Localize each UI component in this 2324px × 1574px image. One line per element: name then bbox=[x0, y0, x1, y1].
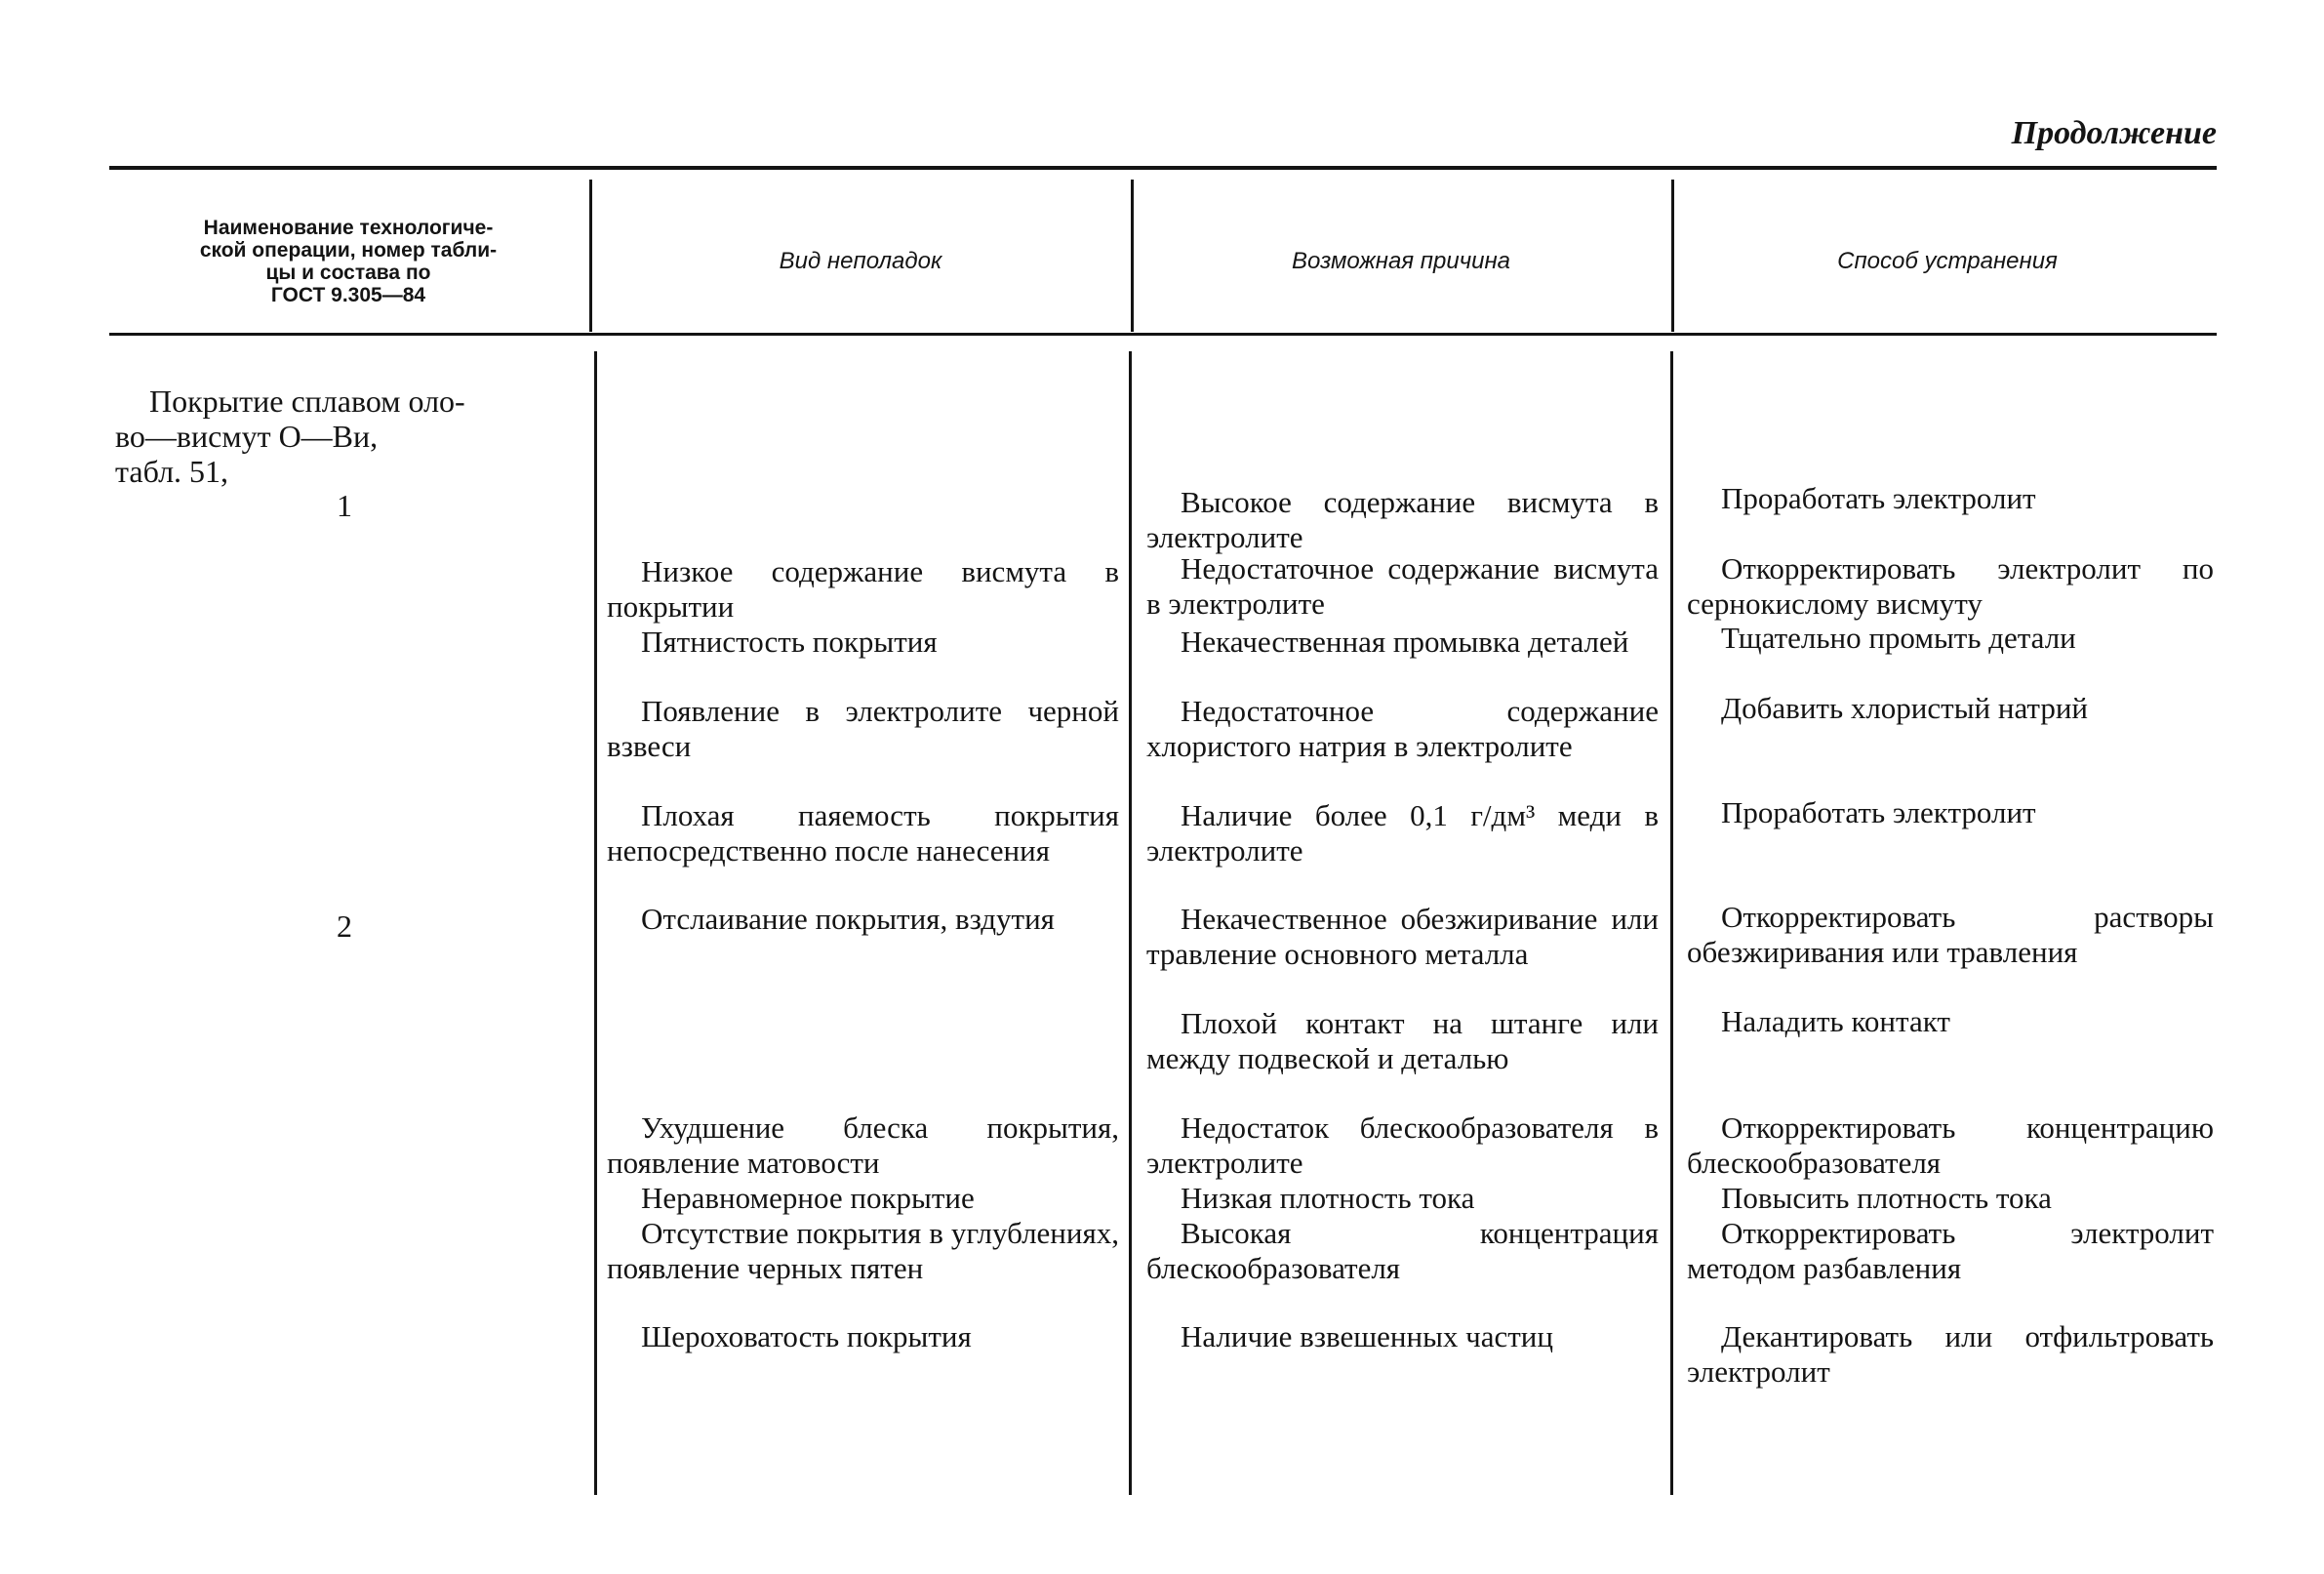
cause-cell: Высокая концентрация блескообразователя bbox=[1146, 1216, 1659, 1285]
remedy-cell: Декантировать или отфильтровать электролит bbox=[1687, 1319, 2214, 1389]
remedy-cell: Тщательно промыть детали bbox=[1721, 621, 2076, 655]
remedy-cell: Наладить контакт bbox=[1721, 1004, 1950, 1038]
cause-cell: Некачественное обезжиривание или травление основного металла bbox=[1146, 902, 1659, 971]
continuation-label: Продолжение bbox=[2011, 115, 2217, 151]
cause-cell: Наличие взвешенных частиц bbox=[1181, 1319, 1553, 1353]
composition-number-1: 1 bbox=[337, 488, 352, 523]
cause-cell: Плохой контакт на штанге или между подвеской и деталью bbox=[1146, 1006, 1659, 1075]
operation-title-line: Покрытие сплавом оло- bbox=[149, 383, 465, 419]
defect-cell: Появление в электролите черной взвеси bbox=[607, 694, 1119, 763]
defect-cell: Низкое содержание висмута в покрытии bbox=[607, 554, 1119, 624]
operation-title-line: табл. 51, bbox=[115, 454, 229, 489]
column-divider-2-body bbox=[1129, 351, 1132, 1495]
defect-cell: Плохая паяемость покрытия непосредственно после нанесения bbox=[607, 798, 1119, 868]
column-divider-3-body bbox=[1670, 351, 1673, 1495]
header-operation-line: ской операции, номер табли- bbox=[199, 238, 498, 262]
header-bottom-rule bbox=[109, 333, 2217, 336]
composition-number-2: 2 bbox=[337, 908, 352, 944]
remedy-cell: Откорректировать электролит по сернокислому висмуту bbox=[1687, 551, 2214, 621]
defect-cell: Ухудшение блеска покрытия, появление матовости bbox=[607, 1110, 1119, 1180]
remedy-cell: Проработать электролит bbox=[1721, 481, 2036, 515]
cause-cell: Некачественная промывка деталей bbox=[1181, 625, 1629, 659]
header-cause: Возможная причина bbox=[1291, 247, 1511, 274]
cause-cell: Недостаточное содержание хлористого натрия в электролите bbox=[1146, 694, 1659, 763]
cause-cell: Высокое содержание висмута в электролите bbox=[1146, 485, 1659, 554]
column-divider-1-body bbox=[594, 351, 597, 1495]
cause-cell: Наличие более 0,1 г/дм³ меди в электролите bbox=[1146, 798, 1659, 868]
header-operation-line: цы и состава по bbox=[265, 261, 431, 284]
defect-cell: Отслаивание покрытия, вздутия bbox=[641, 902, 1055, 936]
cause-cell: Недостаток блескообразователя в электролите bbox=[1146, 1110, 1659, 1180]
column-divider-2 bbox=[1131, 180, 1134, 332]
defect-cell: Неравномерное покрытие bbox=[641, 1181, 975, 1215]
column-divider-1 bbox=[589, 180, 592, 332]
cause-cell: Недостаточное содержание висмута в электролите bbox=[1146, 551, 1659, 621]
header-remedy: Способ устранения bbox=[1837, 247, 2058, 274]
header-defect: Вид неполадок bbox=[779, 247, 942, 274]
remedy-cell: Добавить хлористый натрий bbox=[1721, 691, 2089, 725]
defect-cell: Пятнистость покрытия bbox=[641, 625, 938, 659]
remedy-cell: Откорректировать концентрацию блескообразователя bbox=[1687, 1110, 2214, 1180]
column-divider-3 bbox=[1671, 180, 1674, 332]
operation-title-line: во—висмут О—Ви, bbox=[115, 419, 379, 454]
remedy-cell: Повысить плотность тока bbox=[1721, 1181, 2052, 1215]
remedy-cell: Откорректировать растворы обезжиривания или травления bbox=[1687, 900, 2214, 969]
header-operation bbox=[115, 200, 581, 322]
remedy-cell: Откорректировать электролит методом разбавления bbox=[1687, 1216, 2214, 1285]
header-operation-line: ГОСТ 9.305—84 bbox=[270, 283, 426, 306]
defect-cell: Шероховатость покрытия bbox=[641, 1319, 972, 1353]
header-operation-line: Наименование технологиче- bbox=[203, 216, 494, 239]
cause-cell: Низкая плотность тока bbox=[1181, 1181, 1475, 1215]
table-top-rule bbox=[109, 166, 2217, 170]
remedy-cell: Проработать электролит bbox=[1721, 795, 2036, 829]
operation-title bbox=[115, 383, 554, 489]
defect-cell: Отсутствие покрытия в углублениях, появление черных пятен bbox=[607, 1216, 1119, 1285]
